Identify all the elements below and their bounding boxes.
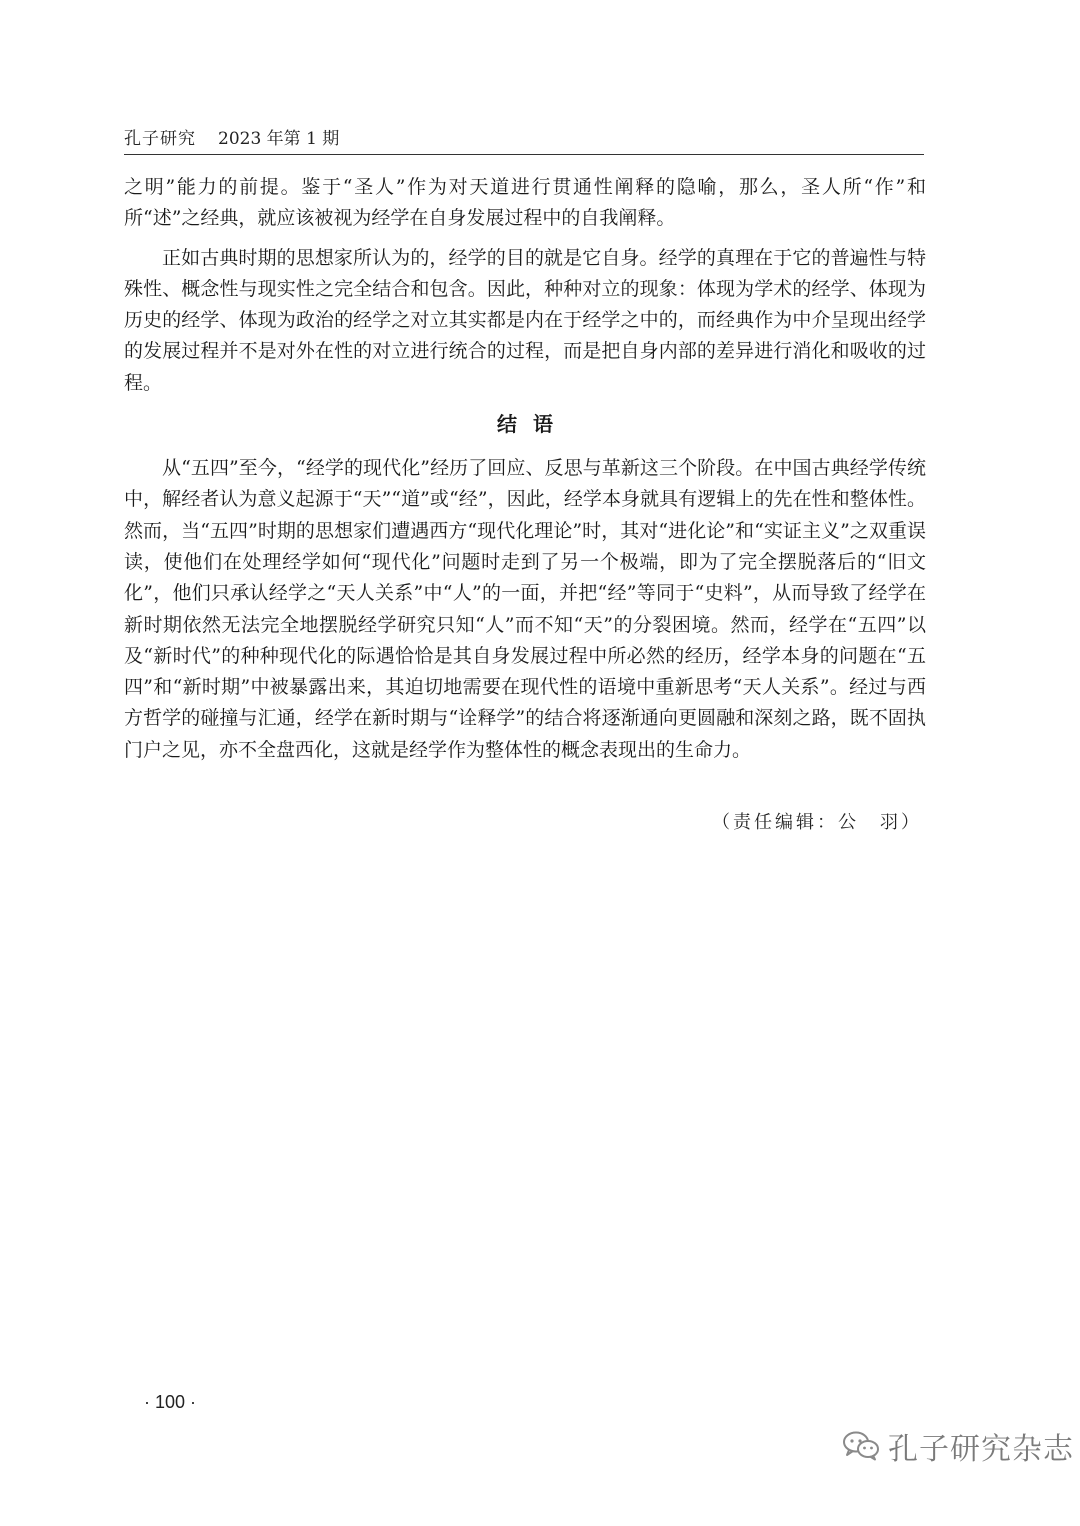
account-watermark <box>842 1421 1074 1471</box>
journal-name: 孔子研究 <box>124 129 196 149</box>
section-heading-conclusion: 结语 <box>497 412 569 437</box>
paragraph: 正如古典时期的思想家所认为的，经学的目的就是它自身。经学的真理在于它的普遍性与特殊性、概念性与现实性之完全结合和包含。因此，种种对立的现象：体现为学术的经学、体现为历史的经学、体现为政治的经学之对立其实都是内在于经学之中的，而经典作为中介呈现出经学的发展过程并不是对外在性的对立进行统合的过程，而是把自身内部的差异进行消化和吸收的过程。 <box>124 246 926 394</box>
editor-credit: （责任编辑：公 羽） <box>712 812 922 833</box>
wechat-icon <box>842 1430 880 1462</box>
paragraph-conclusion: 从“五四”至今，“经学的现代化”经历了回应、反思与革新这三个阶段。在中国古典经学传统中，解经者认为意义起源于“天”“道”或“经”，因此，经学本身就具有逻辑上的先在性和整体性。然而，当“五四”时期的思想家们遭遇西方“现代化理论”时，其对“进化论”和“实证主义”之双重误读，使他们在处理经学如何“现代化”问题时走到了另一个极端，即为了完全摆脱落后的“旧文化”，他们只承认经学之“天人关系”中“人”的一面，并把“经”等同于“史料”，从而导致了经学在新时期依然无法完全地摆脱经学研究只知“人”而不知“天”的分裂困境。然而，经学在“五四”以及“新时代”的种种现代化的际遇恰恰是其自身发展过程中所必然的经历，经学本身的问题在“五四”和“新时期”中被暴露出来，其迫切地需要在现代性的语境中重新思考“天人关系”。经过与西方哲学的碰撞与汇通，经学在新时期与“诠释学”的结合将逐渐通向更圆融和深刻之路，既不固执门户之见，亦不全盘西化，这就是经学作为整体性的概念表现出的生命力。 <box>124 457 926 761</box>
running-header <box>124 124 924 155</box>
watermark-text: 孔子研究杂志 <box>888 1432 1074 1467</box>
page-number: · 100 · <box>144 1392 197 1412</box>
paragraph-continued: 之明”能力的前提。鉴于“圣人”作为对天道进行贯通性阐释的隐喻，那么，圣人所“作”和所“述”之经典，就应该被视为经学在自身发展过程中的自我阐释。 <box>124 176 926 230</box>
article-body <box>124 172 926 766</box>
issue-label: 2023 年第 1 期 <box>218 129 340 149</box>
